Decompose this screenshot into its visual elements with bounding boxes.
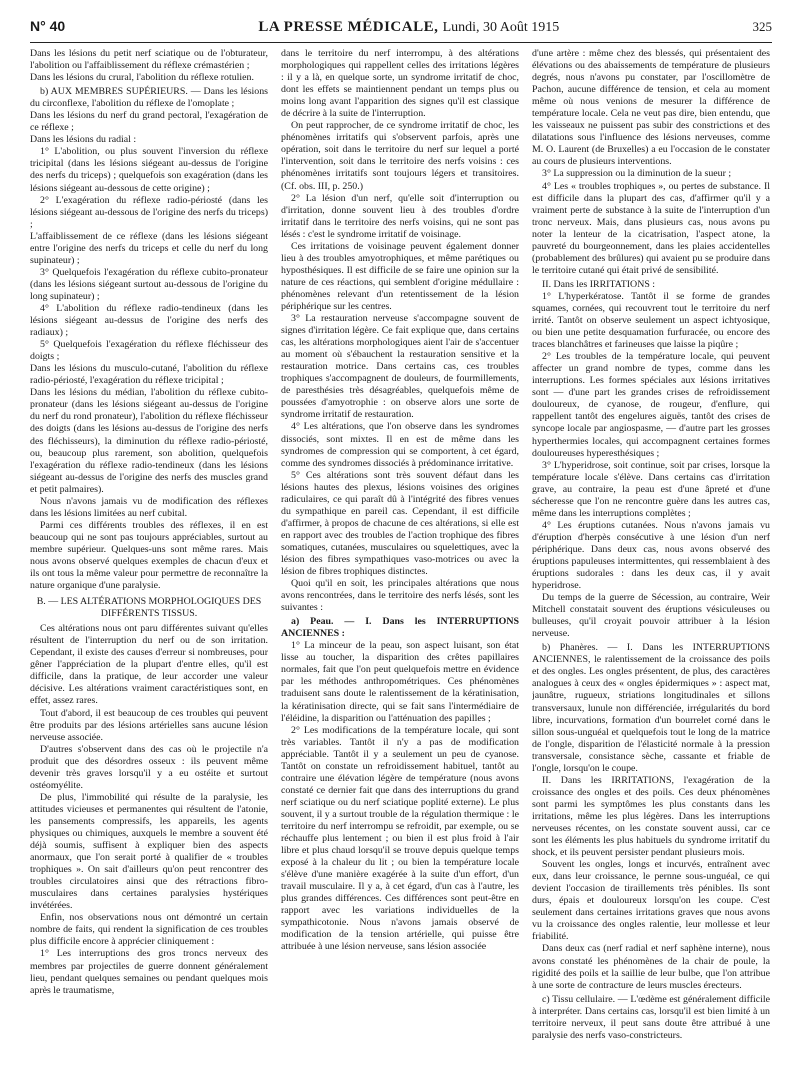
paragraph: 4° Les « troubles trophiques », ou pertes de substance. Il est difficile dans la plupart des cas, d'affirmer qu'il y a vraiment perte de substance à la suite de l'interruption d'un tronc nerveux. Mais, dans plusieurs cas, nous avons pu noter la lenteur de la cicatrisation, l'aspect atone, la pauvreté du bourgeonnement, dans les plaies accidentelles (probablement des brûlures) qui avaient pu se produire dans le territoire cutané qui était privé de sensibilité.	[532, 180, 770, 276]
journal-title	[258, 19, 559, 36]
paragraph: Tout d'abord, il est beaucoup de ces troubles qui peuvent être produits par des lésions artérielles sans aucune lésion nerveuse associée.	[30, 707, 268, 743]
paragraph: Dans les lésions du radial :	[30, 134, 137, 146]
section-heading: B. — LES ALTÉRATIONS MORPHOLOGIQUES DES DIFFÉRENTS TISSUS.	[36, 596, 262, 620]
paragraph: Ces altérations nous ont paru différentes suivant qu'elles résultent de l'interruption du nerf ou de son irritation. Cependant, il existe des causes d'erreur si nombreuses, pour gêner l'appréciation de la plupart d'entre elles, qu'il est difficile, dans la pratique, de leur accorder une valeur décisive. Les altérations vraiment caractéristiques sont, en effet, assez rares.	[30, 623, 268, 707]
column-2	[281, 48, 519, 1078]
masthead	[30, 18, 772, 42]
issue-number: N° 40	[30, 18, 66, 34]
paragraph: 1° L'hyperkératose. Tantôt il se forme de grandes squames, cornées, qui recouvrent tout le territoire du nerf irrité. Tantôt on observe seulement un aspect ichtyosique, ou bien une petite desquamation furfuracée, ou encore des traces blanchâtres et farineuses que laisse la piqûre ;	[532, 290, 770, 351]
issue-date: Lundi, 30 Août 1915	[442, 20, 560, 35]
paragraph: II. Dans les IRRITATIONS, l'exagération de la croissance des ongles et des poils. Ces deux phénomènes sont parmi les symptômes les plus constants dans les irritations, même les plus légères. Dans les interruptions nerveuses récentes, on les constate souvent aussi, car ce sont les éléments les plus habituels du syndrome irritatif du shock, et ils peuvent persister pendant plusieurs mois.	[532, 774, 770, 859]
paragraph: 4° L'abolition du réflexe radio-tendineux (dans les lésions siégeant au-dessus de l'origine des nerfs des radiaux) ;	[30, 302, 268, 339]
paragraph: 3° La restauration nerveuse s'accompagne souvent de signes d'irritation légère. Ce fait explique que, dans certains cas, les altérations morphologiques aient l'air de s'accentuer au moment où s'ébauchent la restauration sensitive et la restauration motrice. Dans certains cas, ces troubles trophiques s'accompagnent de douleurs, de fourmillements, de paresthésies très désagréables, quelquefois même de poussées d'amyotrophie : on observe alors une sorte de syndrome irritatif de restauration.	[281, 313, 519, 421]
paragraph: D'autres s'observent dans des cas où le projectile n'a produit que des désordres osseux : ils peuvent même devenir très graves lorsqu'il y a eu ostéite et surtout ostéomyélite.	[30, 743, 268, 791]
paragraph: 2° La lésion d'un nerf, qu'elle soit d'interruption ou d'irritation, donne souvent lieu à des troubles d'ordre irritatif dans le territoire des nerfs voisins, qui ne sont pas lésés : c'est le syndrome irritatif de voisinage.	[281, 192, 519, 240]
paragraph: Dans les lésions du crural, l'abolition du réflexe rotulien.	[30, 72, 254, 84]
paragraph: Quoi qu'il en soit, les principales altérations que nous avons rencontrées, dans le territoire des nerfs lésés, sont les suivantes :	[281, 578, 519, 614]
paragraph: L'affaiblissement de ce réflexe (dans les lésions siégeant entre l'origine des nerfs du triceps et celle du nerf du long supinateur) ;	[30, 230, 268, 266]
paragraph: 1° La minceur de la peau, son aspect luisant, son état lisse au toucher, la disparition des crêtes papillaires normales, fait que l'on peut quelquefois mettre en évidence par les méthodes anthropométriques. Ces phénomènes traduisent sans doute le ralentissement de la kératinisation, la kératinisation directe, qui se fait sans l'intermédiaire de l'éléidine, la disparition ou l'atténuation des papilles ;	[281, 640, 519, 724]
paragraph: Parmi ces différents troubles des réflexes, il en est beaucoup qui ne sont pas toujours appréciables, surtout au membre supérieur. Quelques-uns sont même rares. Mais nous avons observé quelques exemples de chacun d'eux et ils ont tous la même valeur pour permettre de reconnaître la nature organique d'une paralysie.	[30, 519, 268, 592]
column-1	[30, 48, 268, 1078]
paragraph: 3° Quelquefois l'exagération du réflexe cubito-pronateur (dans les lésions siégeant surtout au-dessous de l'origine du long supinateur) ;	[30, 266, 268, 302]
paragraph: Dans les lésions du médian, l'abolition du réflexe cubito-pronateur (dans les lésions siégeant au-dessus de l'origine du nerf du rond pronateur), l'abolition du réflexe fléchisseur des doigts (dans les lésions au-dessus de l'origine des nerfs des fléchisseurs), la diminution du réflexe radio-périosté, ou, beaucoup plus rarement, son abolition, quelquefois l'exagération du réflexe radio-tendineux (dans les lésions siégeant au-dessus de l'origine des nerfs des muscles grand et petit palmaires).	[30, 387, 268, 495]
paragraph: Dans les lésions du musculo-cutané, l'abolition du réflexe radio-périosté, l'exagération du réflexe tricipital ;	[30, 363, 268, 387]
paragraph: 1° Les interruptions des gros troncs nerveux des membres par projectiles de guerre donnent généralement lieu, pendant quelques semaines ou pendant quelques mois après le traumatisme,	[30, 948, 268, 996]
header-rule	[30, 42, 772, 43]
paragraph: d'une artère : même chez des blessés, qui présentaient des élévations ou des abaissements de température de plusieurs degrés, nous n'avons pu constater, par l'oscillomètre de Pachon, aucune différence de tension, et cela au moment même où nous venions de mesurer la différence de température locale. Cela ne veut pas dire, bien entendu, que les vaisseaux ne puissent pas subir des constrictions et des dilatations sous l'influence des lésions nerveuses, comme M. O. Laurent (de Bruxelles) a eu l'occasion de le constater au cours de plusieurs interventions.	[532, 48, 770, 168]
journal-name: LA PRESSE MÉDICALE,	[258, 19, 439, 35]
paragraph: 4° Les altérations, que l'on observe dans les syndromes dissociés, sont mixtes. Il en est de même dans les syndromes de compression qui se comportent, à cet égard, comme des syndromes dissociés à prédominance irritative.	[281, 421, 519, 469]
paragraph: Nous n'avons jamais vu de modification des réflexes dans les lésions limitées au nerf cubital.	[30, 495, 268, 519]
paragraph: Ces irritations de voisinage peuvent également donner lieu à des troubles amyotrophiques, et même parétiques ou hyposthésiques. Il est difficile de se faire une opinion sur la nature de ces réactions, qui semblent d'origine médullaire : phénomènes relevant d'un retentissement de la lésion périphérique sur les centres.	[281, 240, 519, 312]
paragraph: Du temps de la guerre de Sécession, au contraire, Weir Mitchell constatait souvent des éruptions vésiculeuses ou bulleuses, qu'il croyait pouvoir attribuer à la lésion nerveuse.	[532, 592, 770, 640]
paragraph: b) AUX MEMBRES SUPÉRIEURS. — Dans les lésions du circonflexe, l'abolition du réflexe de l'omoplate ;	[30, 86, 268, 110]
paragraph: 2° L'exagération du réflexe radio-périosté (dans les lésions siégeant au-dessous de l'origine des nerfs du triceps) ;	[30, 194, 268, 230]
paragraph: II. Dans les IRRITATIONS :	[542, 278, 656, 290]
column-3	[532, 48, 770, 1078]
paragraph: 2° Les troubles de la température locale, qui peuvent affecter un grand nombre de types, comme dans les interruptions. Les formes spéciales aux lésions irritatives sont — d'une part les grandes crises de refroidissement douloureux, de cyanose, de rougeur, d'enflure, qui rappellent tantôt des engelures aiguës, tantôt des crises de syncope locale par angiospasme, — d'autre part les grosses hyperthermies locales, qui accompagnent certaines formes douloureuses hyperesthésiques ;	[532, 351, 770, 459]
paragraph: Dans deux cas (nerf radial et nerf saphène interne), nous avons constaté les phénomènes de la chair de poule, la rigidité des poils et la saillie de leur bulbe, que l'on attribue à une sorte de contracture de leurs muscles érecteurs.	[532, 943, 770, 991]
paragraph: On peut rapprocher, de ce syndrome irritatif de choc, les phénomènes irritatifs qui s'observent parfois, après une opération, soit dans le territoire du nerf sur lequel a porté l'intervention, soit dans le territoire des nerfs voisins : ces phénomènes irritatifs sont toujours légers et transitoires. (Cf. obs. III, p. 250.)	[281, 120, 519, 192]
paragraph: Dans les lésions du nerf du grand pectoral, l'exagération de ce réflexe ;	[30, 110, 268, 134]
paragraph: Dans les lésions du petit nerf sciatique ou de l'obturateur, l'abolition ou l'affaiblissement du réflexe crémastérien ;	[30, 48, 268, 72]
subsection-heading: c) Tissu cellulaire. — L'œdème est généralement difficile à interpréter. Dans certains cas, lorsqu'il est bien limité à un territoire nerveux, il peut sans doute être attribué à une paralysie des nerfs vaso-constricteurs.	[532, 993, 770, 1041]
subsection-heading: a) Peau. — I. Dans les INTERRUPTIONS ANCIENNES :	[281, 616, 519, 640]
paragraph: De plus, l'immobilité qui résulte de la paralysie, les attitudes vicieuses et permanentes qui résultent de l'atonie, les pansements compressifs, les appareils, les agents physiques ou chimiques, auxquels le membre a souvent été déjà soumis, suffisent à expliquer bien des aspects anormaux, que l'on serait porté à qualifier de « troubles trophiques ». On sait d'ailleurs qu'on peut rencontrer des troubles circulatoires ainsi que des rétractions fibro-musculaires dans certaines paralysies hystériques invétérées.	[30, 791, 268, 912]
paragraph: 3° La suppression ou la diminution de la sueur ;	[542, 168, 732, 180]
paragraph: 3° L'hyperidrose, soit continue, soit par crises, lorsque la température locale s'élève. Dans certains cas d'irritation grave, au contraire, la peau est d'une âpreté et d'une sécheresse que l'on ne rencontre guère dans les autres cas, même dans les interruptions complètes ;	[532, 459, 770, 519]
paragraph: dans le territoire du nerf interrompu, à des altérations morphologiques qui rappellent celles des irritations légères : il y a là, en quelque sorte, un syndrome irritatif de choc, dont les effets se maintiennent pendant un temps plus ou moins long avant l'apparition des signes qu'il est classique de décrire à la suite de l'interruption.	[281, 48, 519, 120]
subsection-heading: b) Phanères. — I. Dans les INTERRUPTIONS ANCIENNES, le ralentissement de la croissance des poils et des ongles. Les ongles présentent, de plus, des caractères analogues à ceux des « ongles épidermiques » : aspect mat, jaunâtre, rugueux, striations longitudinales et sillons transversaux, lunule non différenciée, irrégularités du bord libre, incurvations, formation d'un bourrelet corné dans le sillon sous-unguéal et quelquefois tout le long de la matrice de l'ongle, disparition de l'élasticité normale à la pression transversale, consistance sèche, cassante et friable de l'ongle, lorsqu'on le coupe.	[532, 642, 770, 774]
paragraph: Enfin, nos observations nous ont démontré un certain nombre de faits, qui rendent la signification de ces troubles plus difficile encore à apprécier cliniquement :	[30, 912, 268, 948]
page-number: 325	[752, 19, 772, 34]
paragraph: 4° Les éruptions cutanées. Nous n'avons jamais vu d'éruption d'herpès consécutive à une lésion d'un nerf périphérique. Dans deux cas, nous avons observé des éruptions papuleuses intermittentes, qui ressemblaient à des éruptions sudorales : dans les deux cas, il y avait hyperidrose.	[532, 519, 770, 592]
paragraph: 1° L'abolition, ou plus souvent l'inversion du réflexe tricipital (dans les lésions siégeant au-dessus de l'origine des nerfs du triceps) ; quelquefois son exagération (dans les lésions siégeant au-dessous de cette origine) ;	[30, 146, 268, 194]
paragraph: 2° Les modifications de la température locale, qui sont très variables. Tantôt il n'y a pas de modification appréciable. Tantôt il y a seulement un peu de cyanose. Tantôt on constate un refroidissement habituel, tantôt au contraire une élévation légère de température (nous avons constaté ce dernier fait que dans des interruptions du grand nerf sciatique ou du nerf sciatique poplité externe). Le plus souvent, il y a surtout trouble de la régulation thermique : le territoire du nerf interrompu se refroidit, par exemple, ou se réchauffe plus lentement ; ou bien il est plus froid à l'air libre et plus chaud lorsqu'il se trouve depuis quelque temps exposé à la chaleur du lit ; ou bien la température locale s'élève d'une manière exagérée à la suite d'un effort, d'un travail musculaire. Il y a, à cet égard, d'un cas à l'autre, les plus grandes différences. Ces différences sont peut-être en rapport avec les variations individuelles de la sympathicotonie. Nous n'avons jamais observé de modification de la tension artérielle, qui puisse être attribuée à une lésion nerveuse, sans lésion associée	[281, 724, 519, 953]
paragraph: Souvent les ongles, longs et incurvés, entraînent avec eux, dans leur croissance, le pernne sous-unguéal, ce qui devient l'occasion de tiraillements très pénibles. Ils sont durs, épais et douloureux lorsqu'on les coupe. C'est seulement dans certaines irritations graves que nous avons vu la croissance des ongles ralentie, leur mollesse et leur friabilité.	[532, 859, 770, 943]
paragraph: 5° Ces altérations sont très souvent défaut dans les lésions hautes des plexus, lésions voisines des origines radiculaires, ce qui paraît dû à l'intégrité des fibres venues du sympathique en pareil cas. Cependant, il est difficile d'affirmer, à propos de chacune de ces altérations, si elle est en rapport avec des troubles de l'action trophique des fibres somatiques, cutanées, musculaires ou squelettiques, avec la lésion des fibres sympathiques vaso-motrices ou avec la lésion de fibres trophiques distinctes.	[281, 469, 519, 578]
paragraph: 5° Quelquefois l'exagération du réflexe fléchisseur des doigts ;	[30, 339, 268, 363]
